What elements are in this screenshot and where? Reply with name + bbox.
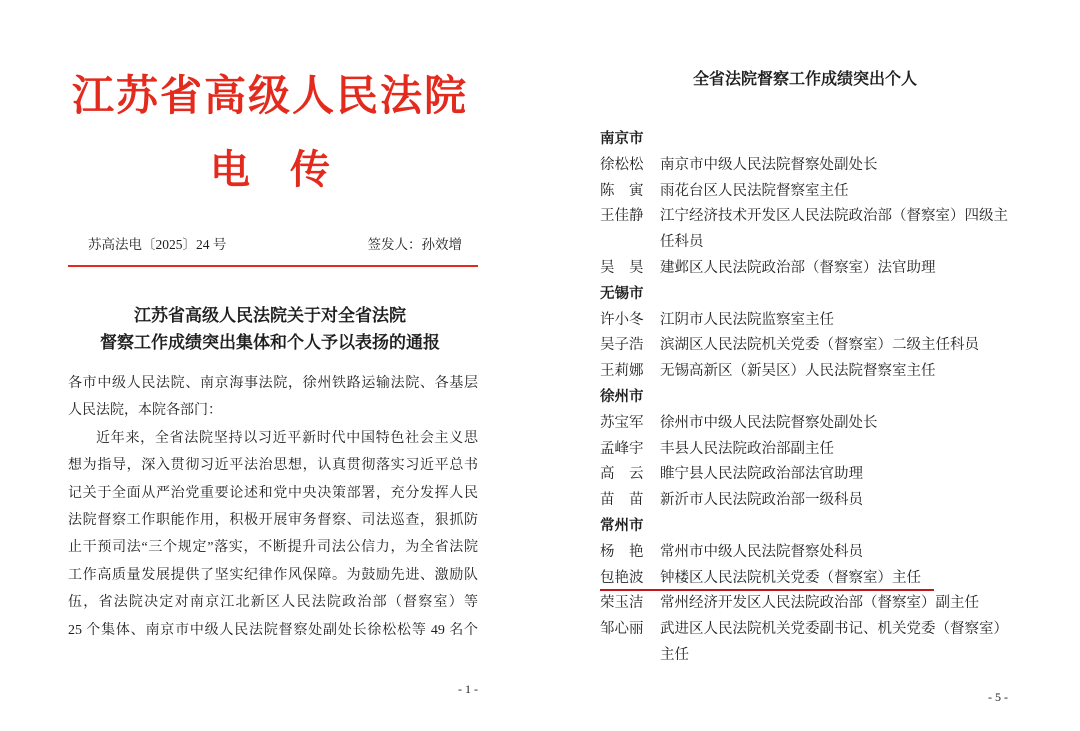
honoree-row (600, 256, 1015, 282)
notice-body (68, 370, 478, 644)
honoree-name: 包艳波 (600, 569, 644, 586)
city-heading: 常州市 (600, 517, 644, 534)
honoree-role: 江宁经济技术开发区人民法院政治部（督察室）四级主任科员 (660, 208, 1008, 251)
honoree-name: 吴子浩 (600, 337, 644, 354)
honoree-role: 新沂市人民法院政治部一级科员 (660, 492, 863, 509)
notice-title-line: 江苏省高级人民法院关于对全省法院 (134, 306, 406, 325)
honoree-role: 徐州市中级人民法院督察处副处长 (660, 414, 878, 431)
document-page-1 (60, 0, 480, 731)
honoree-row (600, 359, 1015, 385)
honoree-row (600, 462, 1015, 488)
salutation-line: 各市中级人民法院、南京海事法院，徐州铁路运输法院、各基层 (68, 376, 478, 391)
honoree-role: 雨花台区人民法院督察室主任 (660, 182, 849, 199)
honoree-name: 高 云 (600, 466, 644, 483)
page-number: - 5 - (988, 690, 1008, 704)
honoree-name: 苗 苗 (600, 492, 644, 509)
paragraph-line: 25 个集体、南京市中级人民法院督察处副处长徐松松等 49 名个 (68, 622, 478, 638)
honoree-row (600, 308, 1015, 334)
honoree-name: 吴 昊 (600, 259, 644, 276)
honoree-row (600, 591, 1015, 617)
salutation-line: 人民法院，本院各部门： (68, 403, 222, 419)
honoree-role: 建邺区人民法院政治部（督察室）法官助理 (660, 259, 936, 276)
paragraph-line: 止干预司法“三个规定”落实，不断提升司法公信力，为全省法院 (68, 540, 478, 556)
honoree-role: 武进区人民法院机关党委副书记、机关党委（督察室）主任 (660, 621, 1008, 663)
honoree-name: 孟峰宇 (600, 440, 644, 457)
paragraph-line: 法院督察工作职能作用，积极开展审务督察、司法巡查，狠抓防 (68, 512, 478, 528)
city-heading: 无锡市 (600, 285, 644, 302)
city-heading: 徐州市 (600, 388, 644, 405)
honoree-name: 许小冬 (600, 311, 644, 328)
honoree-role: 常州经济开发区人民法院政治部（督察室）副主任 (660, 595, 979, 612)
honoree-name: 陈 寅 (600, 182, 644, 199)
city-heading: 南京市 (600, 131, 644, 147)
honoree-name: 荣玉洁 (600, 595, 644, 612)
honoree-row (600, 411, 1015, 437)
paragraph-line: 伍，省法院决定对南京江北新区人民法院政治部（督察室）等 (68, 595, 478, 611)
honoree-name: 邹心丽 (600, 621, 644, 638)
honoree-row (600, 617, 1015, 669)
honoree-role: 南京市中级人民法院督察处副处长 (660, 156, 878, 173)
honoree-row (600, 437, 1015, 463)
red-separator-rule (68, 265, 478, 267)
honoree-role: 常州市中级人民法院督察处科员 (660, 543, 863, 560)
document-number: 苏高法电〔2025〕24 号 (88, 237, 227, 252)
honoree-role: 江阴市人民法院监察室主任 (660, 311, 834, 328)
paragraph-line: 记关于全面从严治党重要论述和党中央决策部署，充分发挥人民 (68, 485, 478, 501)
signer: 签发人：孙效增 (367, 237, 462, 252)
paragraph-line: 工作高质量发展提供了坚实纪律作风保障。为鼓励先进、激励队 (68, 567, 478, 583)
honoree-row (600, 540, 1015, 566)
honoree-name: 徐松松 (600, 156, 644, 173)
honoree-row-highlighted (600, 566, 1015, 592)
document-page-5 (590, 0, 1020, 731)
honoree-name: 王佳静 (600, 208, 644, 225)
honoree-name: 王莉娜 (600, 363, 644, 380)
telegram-header: 电 传 (210, 147, 330, 192)
honoree-list-title: 全省法院督察工作成绩突出个人 (692, 71, 917, 88)
honoree-role: 睢宁县人民法院政治部法官助理 (660, 466, 863, 483)
honoree-row (600, 153, 1015, 179)
honoree-row (600, 333, 1015, 359)
issuing-court-header: 江苏省高级人民法院 (71, 74, 468, 120)
honoree-list (600, 127, 1015, 669)
notice-title (60, 302, 480, 356)
honoree-role: 无锡高新区（新吴区）人民法院督察室主任 (660, 363, 936, 380)
honoree-role: 丰县人民法院政治部副主任 (660, 440, 834, 457)
honoree-row (600, 204, 1015, 256)
honoree-role: 滨湖区人民法院机关党委（督察室）二级主任科员 (660, 337, 979, 354)
paragraph-line: 想为指导，深入贯彻习近平法治思想，认真贯彻落实习近平总书 (68, 458, 478, 474)
notice-title-line: 督察工作成绩突出集体和个人予以表扬的通报 (100, 333, 440, 352)
paragraph-line: 近年来，全省法院坚持以习近平新时代中国特色社会主义思 (96, 430, 478, 446)
honoree-role: 钟楼区人民法院机关党委（督察室）主任 (660, 569, 921, 586)
honoree-row (600, 179, 1015, 205)
honoree-name: 苏宝军 (600, 414, 644, 431)
honoree-name: 杨 艳 (600, 543, 644, 560)
honoree-row (600, 488, 1015, 514)
page-number: - 1 - (458, 682, 478, 696)
